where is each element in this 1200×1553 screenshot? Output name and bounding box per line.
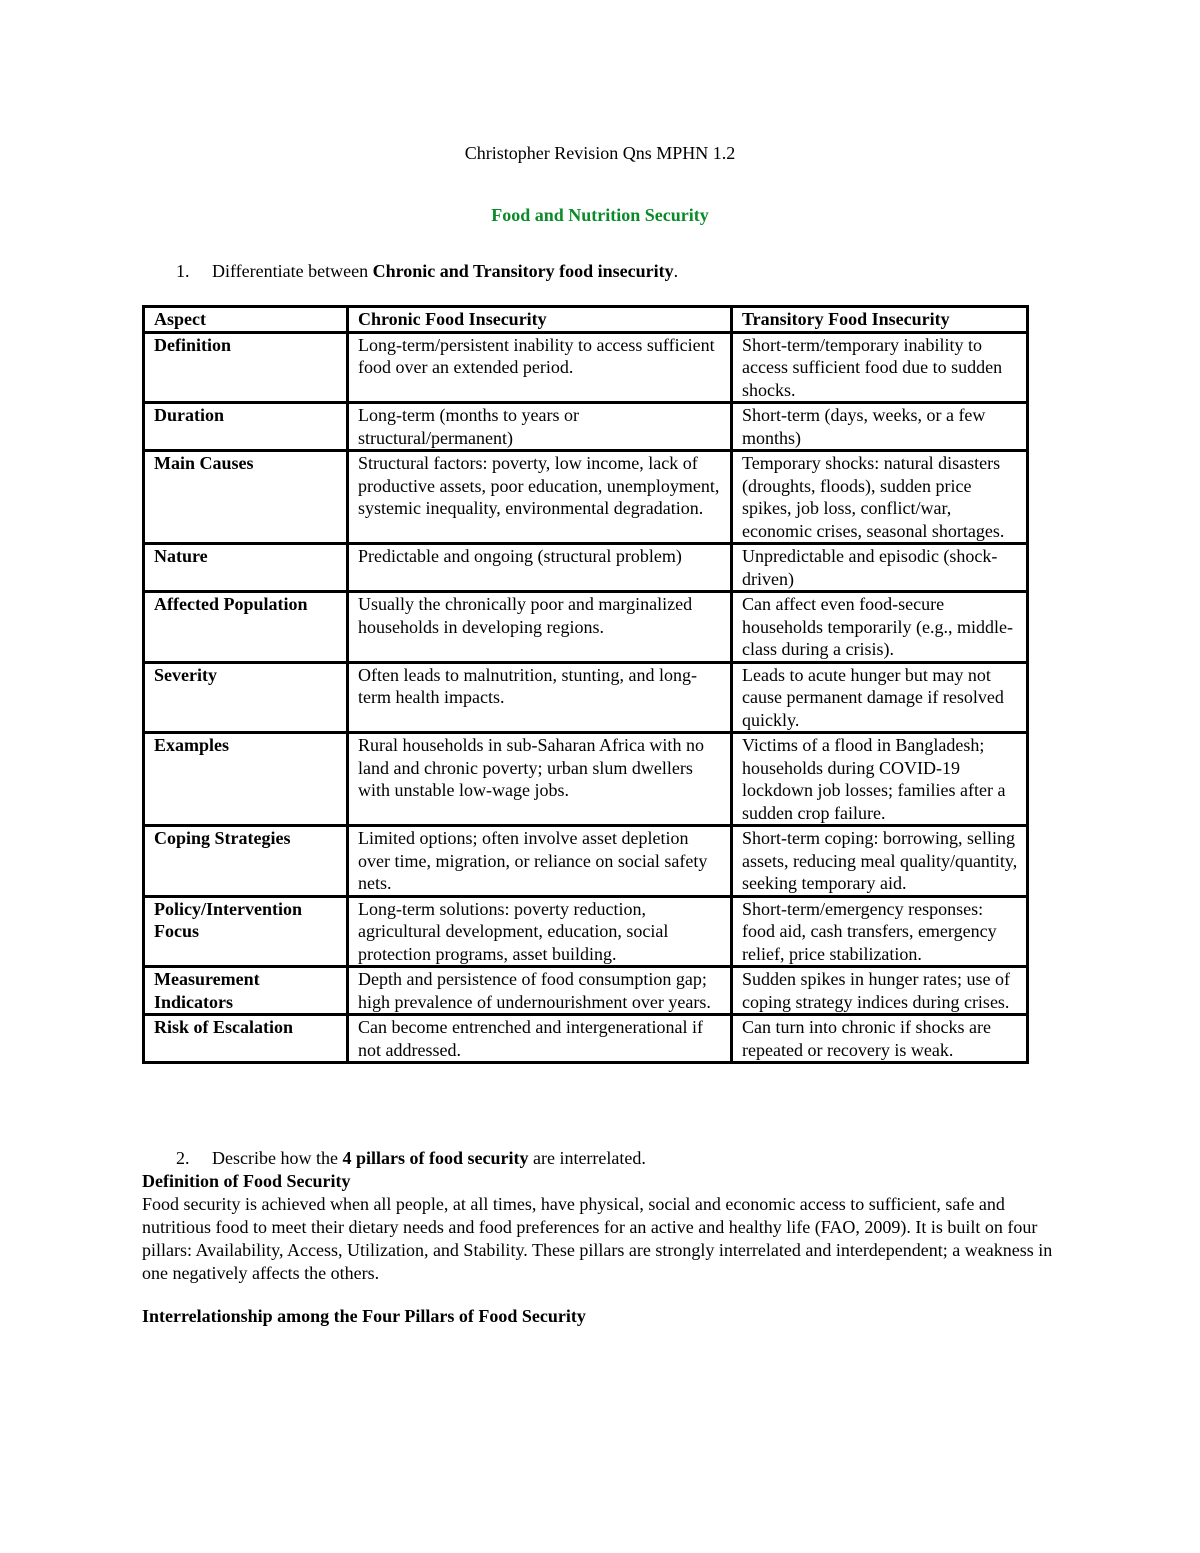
table-row [144, 896, 1028, 967]
question-1 [176, 260, 678, 283]
question-1-prefix: Differentiate between [212, 261, 373, 281]
definition-heading: Definition of Food Security [142, 1171, 351, 1191]
aspect-cell: Severity [144, 662, 348, 733]
comparison-table [142, 305, 1029, 1064]
transitory-cell: Short-term/temporary inability to access sufficient food due to sudden shocks. [732, 332, 1028, 403]
chronic-cell: Predictable and ongoing (structural problem) [348, 544, 732, 592]
question-2-suffix: are interrelated. [528, 1148, 646, 1168]
header-transitory: Transitory Food Insecurity [732, 307, 1028, 333]
aspect-cell: Duration [144, 403, 348, 451]
table-row [144, 592, 1028, 663]
section-heading: Interrelationship among the Four Pillars of Food Security [142, 1306, 586, 1326]
chronic-cell: Rural households in sub-Saharan Africa with no land and chronic poverty; urban slum dwellers with unstable low-wage jobs. [348, 733, 732, 826]
transitory-cell: Victims of a flood in Bangladesh; households during COVID-19 lockdown job losses; families after a sudden crop failure. [732, 733, 1028, 826]
question-2-prefix: Describe how the [212, 1148, 343, 1168]
transitory-cell: Can affect even food-secure households temporarily (e.g., middle-class during a crisis). [732, 592, 1028, 663]
aspect-cell: Examples [144, 733, 348, 826]
transitory-cell: Short-term (days, weeks, or a few months) [732, 403, 1028, 451]
chronic-cell: Structural factors: poverty, low income, lack of productive assets, poor education, unemployment, systemic inequality, environmental degradation. [348, 451, 732, 544]
header-chronic: Chronic Food Insecurity [348, 307, 732, 333]
document-header: Christopher Revision Qns MPHN 1.2 [464, 143, 736, 163]
aspect-cell: Policy/Intervention Focus [144, 896, 348, 967]
question-2-number: 2. [176, 1148, 190, 1168]
question-2-bold: 4 pillars of food security [342, 1148, 529, 1168]
table-row [144, 733, 1028, 826]
question-2-section [142, 1147, 1062, 1285]
aspect-cell: Risk of Escalation [144, 1015, 348, 1063]
question-1-number: 1. [176, 261, 190, 281]
chronic-cell: Often leads to malnutrition, stunting, and long-term health impacts. [348, 662, 732, 733]
chronic-cell: Depth and persistence of food consumption gap; high prevalence of undernourishment over years. [348, 967, 732, 1015]
transitory-cell: Short-term/emergency responses: food aid, cash transfers, emergency relief, price stabilization. [732, 896, 1028, 967]
question-1-suffix: . [673, 261, 679, 281]
transitory-cell: Unpredictable and episodic (shock-driven) [732, 544, 1028, 592]
aspect-cell: Affected Population [144, 592, 348, 663]
transitory-cell: Short-term coping: borrowing, selling assets, reducing meal quality/quantity, seeking temporary aid. [732, 826, 1028, 897]
transitory-cell: Can turn into chronic if shocks are repeated or recovery is weak. [732, 1015, 1028, 1063]
transitory-cell: Temporary shocks: natural disasters (droughts, floods), sudden price spikes, job loss, conflict/war, economic crises, seasonal shortages. [732, 451, 1028, 544]
aspect-cell: Coping Strategies [144, 826, 348, 897]
aspect-cell: Definition [144, 332, 348, 403]
transitory-cell: Leads to acute hunger but may not cause permanent damage if resolved quickly. [732, 662, 1028, 733]
chronic-cell: Limited options; often involve asset depletion over time, migration, or reliance on social safety nets. [348, 826, 732, 897]
table-header-row [144, 307, 1028, 333]
transitory-cell: Sudden spikes in hunger rates; use of coping strategy indices during crises. [732, 967, 1028, 1015]
table-row [144, 403, 1028, 451]
header-aspect: Aspect [144, 307, 348, 333]
chronic-cell: Long-term/persistent inability to access sufficient food over an extended period. [348, 332, 732, 403]
aspect-cell: Measurement Indicators [144, 967, 348, 1015]
table-row [144, 451, 1028, 544]
chronic-cell: Long-term (months to years or structural/permanent) [348, 403, 732, 451]
aspect-cell: Nature [144, 544, 348, 592]
chronic-cell: Can become entrenched and intergenerational if not addressed. [348, 1015, 732, 1063]
table-row [144, 826, 1028, 897]
table-row [144, 662, 1028, 733]
chronic-cell: Long-term solutions: poverty reduction, agricultural development, education, social protection programs, asset building. [348, 896, 732, 967]
table-row [144, 1015, 1028, 1063]
question-2 [142, 1147, 1062, 1170]
question-1-bold: Chronic and Transitory food insecurity [372, 261, 674, 281]
table-row [144, 332, 1028, 403]
table-body [144, 332, 1028, 1063]
chronic-cell: Usually the chronically poor and marginalized households in developing regions. [348, 592, 732, 663]
table-row [144, 544, 1028, 592]
table-row [144, 967, 1028, 1015]
definition-paragraph: Food security is achieved when all people, at all times, have physical, social and economic access to sufficient, safe and nutritious food to meet their dietary needs and food preferences for an active and healthy life (FAO, 2009). It is built on four pillars: Availability, Access, Utilization, and Stability. These pillars are strongly interrelated and interdependent; a weakness in one negatively affects the others. [142, 1194, 1053, 1283]
aspect-cell: Main Causes [144, 451, 348, 544]
document-title: Food and Nutrition Security [491, 205, 709, 225]
